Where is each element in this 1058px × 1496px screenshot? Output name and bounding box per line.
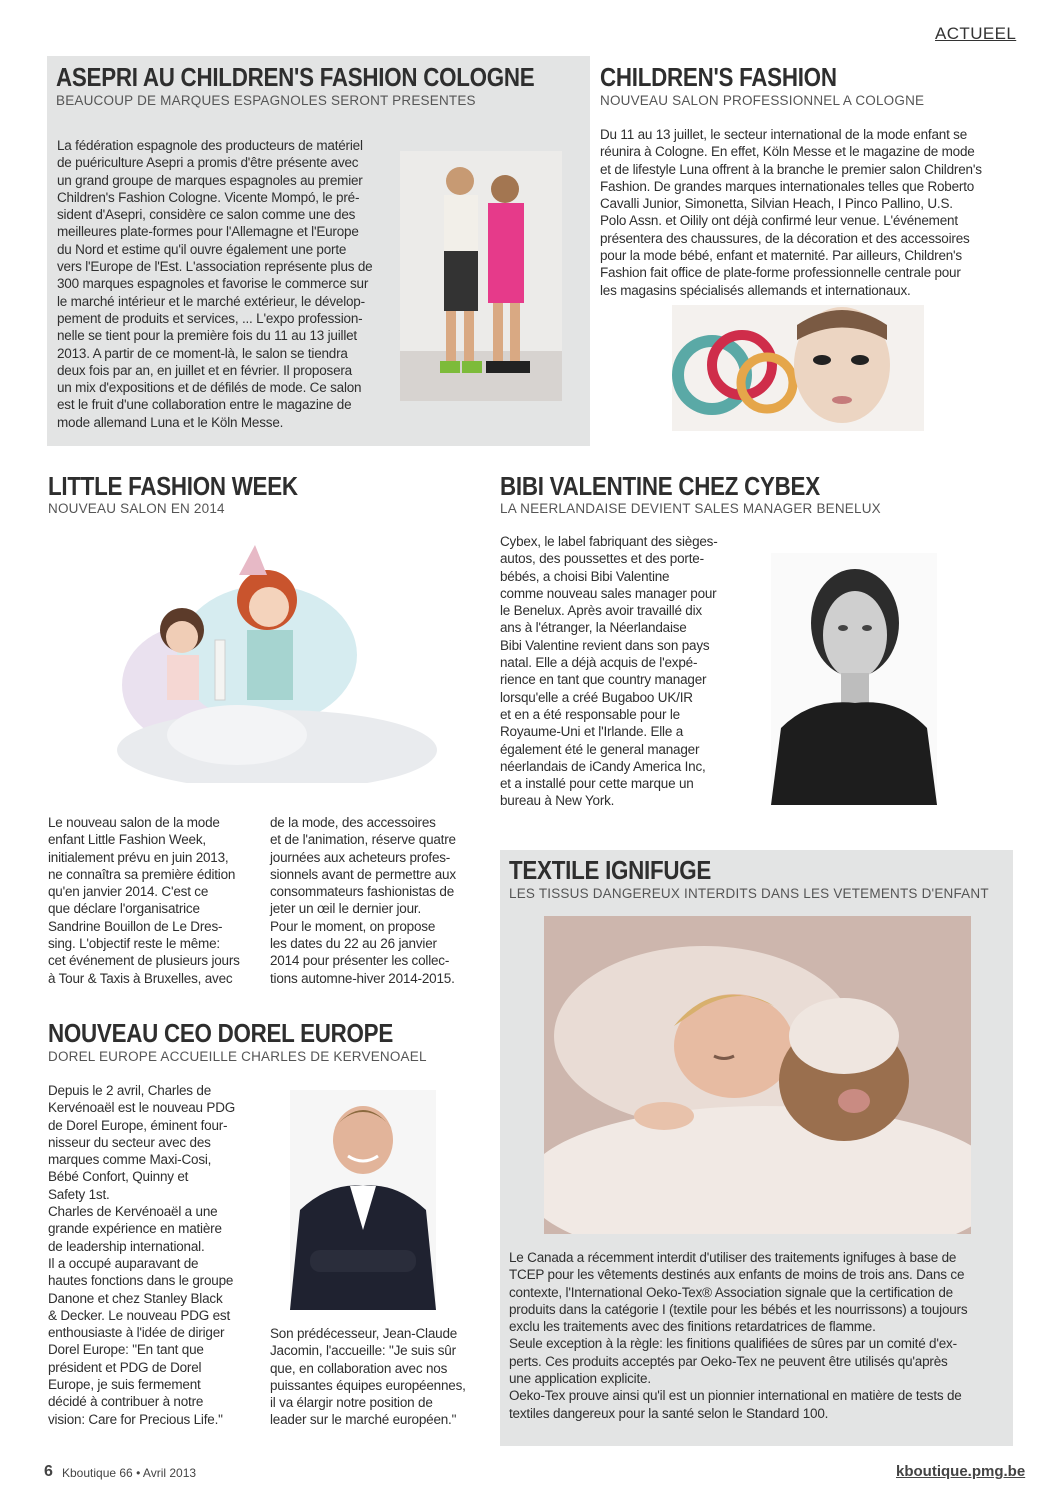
dorel-body-col2: Son prédécesseur, Jean-Claude Jacomin, l'accueille: "Je suis sûr que, en collaboration avec nos puissantes équipes européennes, il va élargir notre position de leader sur le marché européen." — [270, 1326, 466, 1428]
dorel-subtitle: DOREL EUROPE ACCUEILLE CHARLES DE KERVENOAEL — [48, 1049, 427, 1064]
little-body-col1: Le nouveau salon de la mode enfant Little Fashion Week, initialement prévu en juin 2013, ne connaîtra sa première édition qu'en janvier 2014. C'est ce que déclare l'organisatrice Sandrine Bouillon de Le Dres- sing. L'objectif reste le même: cet événement de plusieurs jours à Tour & Taxis à Bruxelles, avec — [48, 815, 240, 986]
childrens-subtitle: NOUVEAU SALON PROFESSIONNEL A COLOGNE — [600, 93, 925, 108]
dorel-title: NOUVEAU CEO DOREL EUROPE — [48, 1018, 394, 1048]
section-tag: ACTUEEL — [935, 24, 1017, 43]
little-body-col2: de la mode, des accessoires et de l'animation, réserve quatre journées aux acheteurs profes- sionnels avant de permettre aux consommateurs fashionistas de jeter un œil le dernier jour. Pour le moment, on propose les dates du 22 au 26 janvier 2014 pour présenter les collec- tions automne-hiver 2014-2015. — [270, 815, 456, 986]
website-link[interactable]: kboutique.pmg.be — [896, 1463, 1026, 1480]
asepri-subtitle: BEAUCOUP DE MARQUES ESPAGNOLES SERONT PRESENTES — [56, 93, 476, 108]
asepri-title: ASEPRI AU CHILDREN'S FASHION COLOGNE — [56, 62, 535, 92]
dorel-body-col1: Depuis le 2 avril, Charles de Kervénoaël est le nouveau PDG de Dorel Europe, éminent four- nisseur du secteur avec des marques comme Maxi-Cosi, Bébé Confort, Quinny et Safety 1st. Charles de Kervénoaël a une grande expérience en matière de leadership international. Il a occupé auparavant de hautes fonctions dans le groupe Danone et chez Stanley Black & Decker. Le nouveau PDG est enthousiaste à l'idée de diriger Dorel Europe: "En tant que président et PDG de Dorel Europe, je suis fermement décidé à contribuer à notre vision: Care for Precious Life." — [48, 1083, 236, 1427]
little-subtitle: NOUVEAU SALON EN 2014 — [48, 501, 225, 516]
asepri-body: La fédération espagnole des producteurs de matériel de puériculture Asepri a promis d'être présente avec un grand groupe de marques espagnoles au premier Children's Fashion Cologne. Vicente Mompó, le pré- sident d'Asepri, considère ce salon comme une des meilleures plate-formes pour l'Allemagne et l'Europe du Nord et estime qu'il ouvre également une porte vers l'Europe de l'Est. L'association représente plus de 300 marques espagnoles et favorise le commerce sur le marché intérieur et le marché extérieur, le dévelop- pement de produits et services, ... L'expo profession- nelle se tient pour la première fois du 11 au 13 juillet 2013. A partir de ce moment-là, le salon se tiendra deux fois par an, en juillet et en février. Il proposera un mix d'expositions et de défilés de mode. Ce salon est le fruit d'une collaboration entre le magazine de mode allemand Luna et le Köln Messe. — [57, 138, 373, 430]
textile-subtitle: LES TISSUS DANGEREUX INTERDITS DANS LES VETEMENTS D'ENFANT — [509, 886, 989, 901]
cfc-logo-girl-photo — [672, 305, 924, 431]
bibi-portrait-photo — [771, 553, 937, 805]
runway-kids-photo — [400, 151, 562, 401]
party-kids-photo — [117, 545, 439, 783]
childrens-title: CHILDREN'S FASHION — [600, 62, 837, 92]
sleeping-child-photo — [544, 916, 971, 1234]
ceo-portrait-photo — [290, 1090, 436, 1310]
bibi-body: Cybex, le label fabriquant des sièges- autos, des poussettes et des porte- bébés, a choisi Bibi Valentine comme nouveau sales manager pour le Benelux. Après avoir travaillé dix ans à l'étranger, la Néerlandaise Bibi Valentine revient dans son pays natal. Elle a déjà acquis de l'expé- rience en tant que country manager lorsqu'elle a créé Bugaboo UK/IR et en a été responsable pour le Royaume-Uni et l'Irlande. Elle a également été le general manager néerlandais de iCandy America Inc, et a installé pour cette marque un bureau à New York. — [500, 534, 718, 809]
bibi-subtitle: LA NEERLANDAISE DEVIENT SALES MANAGER BENELUX — [500, 501, 881, 516]
textile-title: TEXTILE IGNIFUGE — [509, 855, 712, 885]
little-title: LITTLE FASHION WEEK — [48, 471, 298, 501]
bibi-title: BIBI VALENTINE CHEZ CYBEX — [500, 471, 820, 501]
childrens-body: Du 11 au 13 juillet, le secteur international de la mode enfant se réunira à Cologne. En effet, Köln Messe et le magazine de mode et de lifestyle Luna offrent à la branche le premier salon Children's Fashion. De grandes marques internationales telles que Roberto Cavalli Junior, Simonetta, Silvian Heach, I Pinco Pallino, U.S. Polo Assn. et Oilily ont déjà confirmé leur venue. L'événement présentera des chaussures, de la décoration et des accessoires pour la mode bébé, enfant et maternité. Par ailleurs, Children's Fashion fait office de plate-forme professionnelle centrale pour les magasins spécialisés allemands et internationaux. — [600, 127, 982, 298]
textile-body: Le Canada a récemment interdit d'utiliser des traitements ignifuges à base de TCEP pour les vêtements destinés aux enfants de moins de trois ans. Dans ce contexte, l'International Oeko-Tex® Association signale que la certification de produits dans la catégorie I (textile pour les bébés et les nourrissons) a toujours exclu les traitements avec des finitions retardatrices de flamme. Seule exception à la règle: les finitions qualifiées de sûres par un comité d'ex- perts. Ces produits acceptés par Oeko-Tex ne peuvent être utilisés qu'après une application explicite. Oeko-Tex prouve ainsi qu'il est un pionnier international en matière de tests de textiles dangereux pour la santé selon le Standard 100. — [509, 1250, 968, 1421]
page-number: 6 — [44, 1463, 53, 1480]
issue-label: Kboutique 66 • Avril 2013 — [62, 1466, 197, 1480]
